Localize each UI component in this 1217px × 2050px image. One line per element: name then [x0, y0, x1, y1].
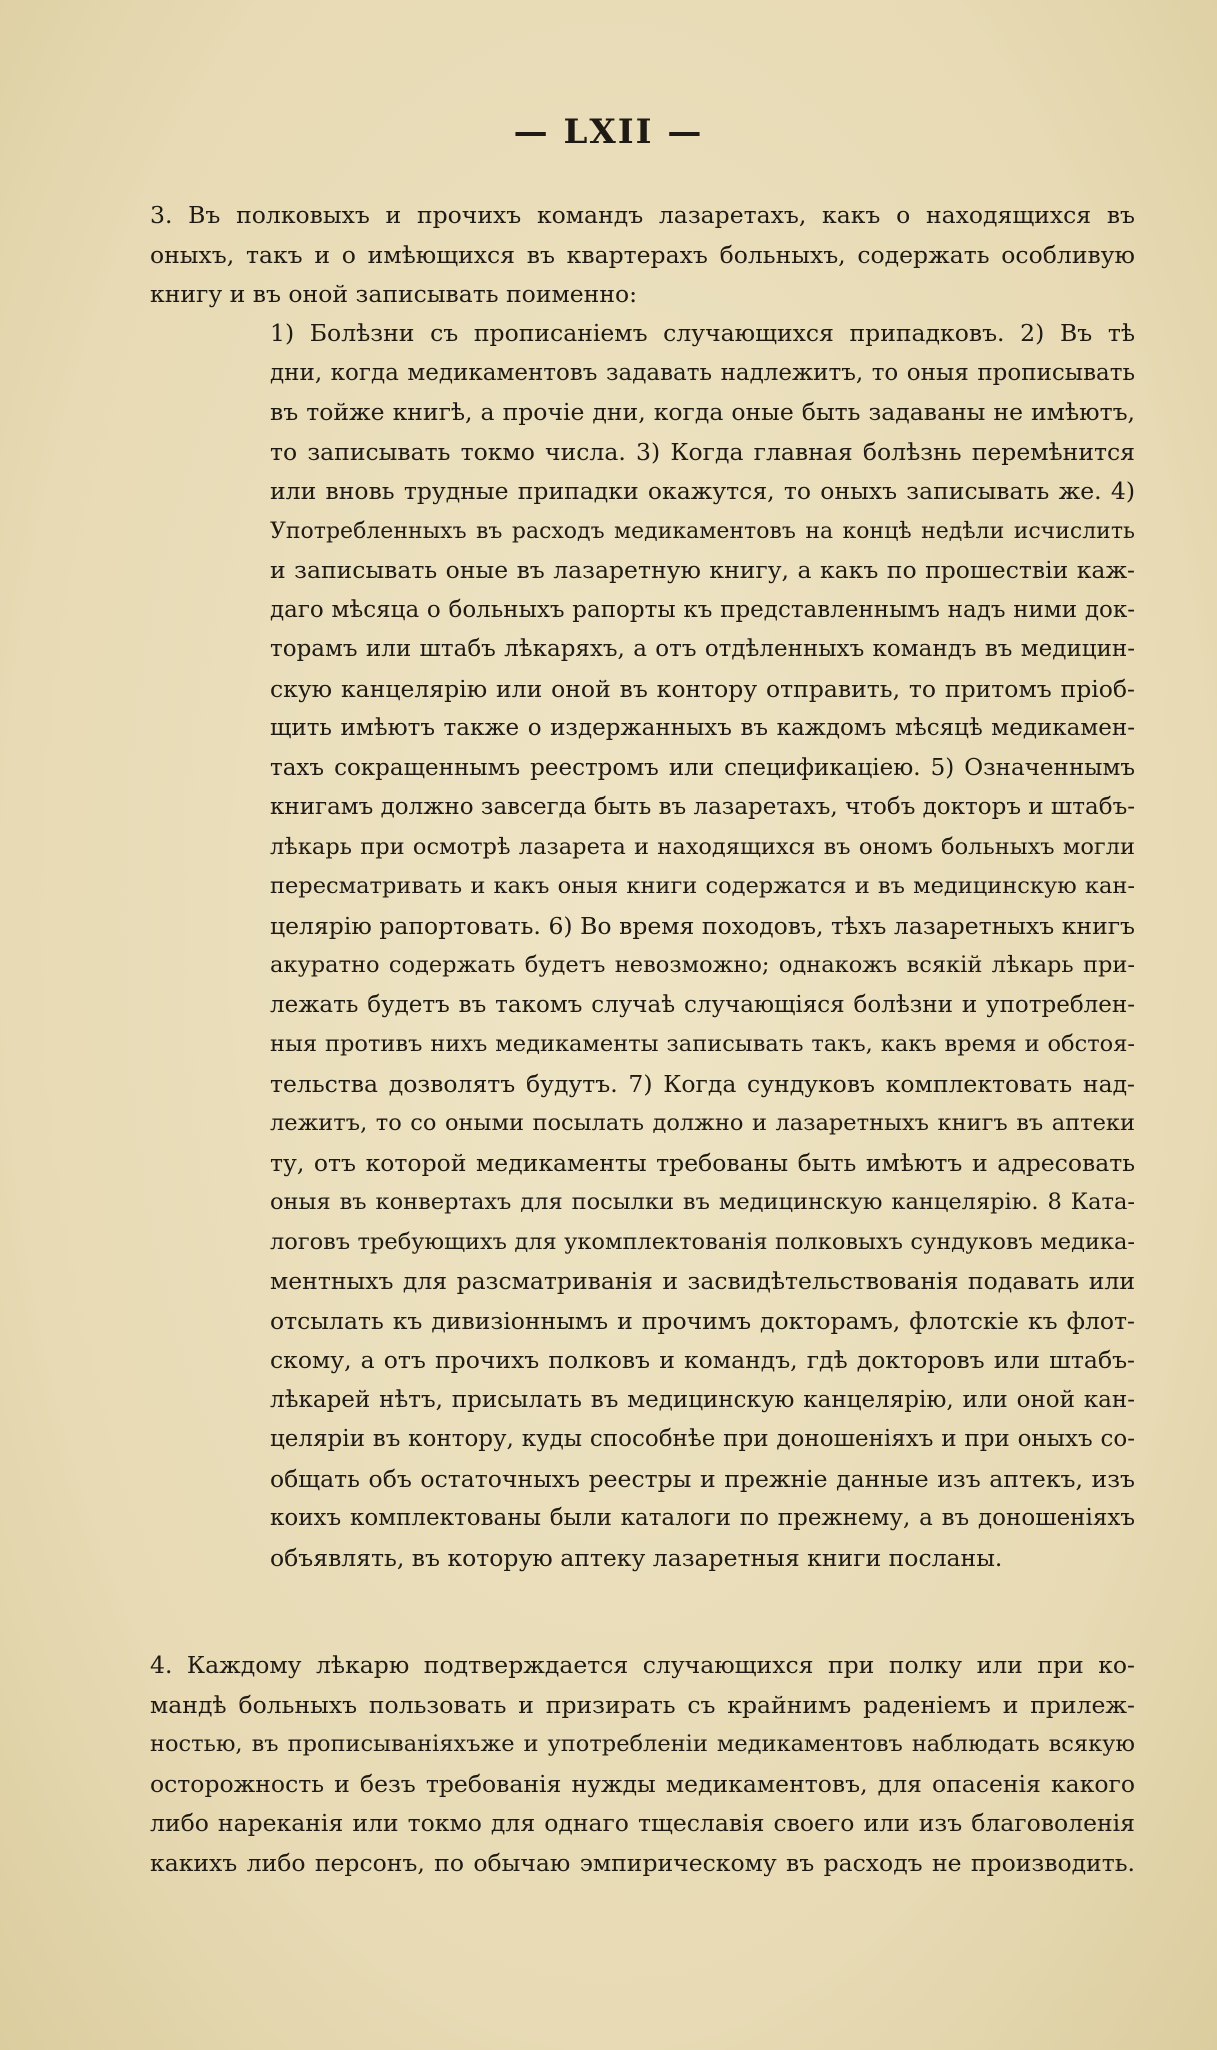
- text-line: оныя въ конвертахъ для посылки въ медицинскую канцелярію. 8 Ката-: [270, 1189, 1135, 1215]
- text-line: отсылать къ дивизіоннымъ и прочимъ докторамъ, флотскіе къ флот-: [270, 1306, 1135, 1335]
- text-line: книгамъ должно завсегда быть въ лазаретахъ, чтобъ докторъ и штабъ-: [270, 794, 1135, 820]
- text-line: лежитъ, то со оными посылать должно и лазаретныхъ книгъ въ аптеки: [270, 1110, 1135, 1136]
- text-line: логовъ требующихъ для укомплектованія полковыхъ сундуковъ медика-: [270, 1228, 1135, 1255]
- text-line: тельства дозволятъ будутъ. 7) Когда сундуковъ комплектовать над-: [270, 1069, 1135, 1098]
- text-line: даго мѣсяца о больныхъ рапорты къ представленнымъ надъ ними док-: [270, 596, 1135, 623]
- text-line: Употребленныхъ въ расходъ медикаментовъ на концѣ недѣли исчислить: [270, 518, 1135, 544]
- text-line: торамъ или штабъ лѣкаряхъ, а отъ отдѣленныхъ командъ въ медицин-: [270, 636, 1135, 662]
- text-line: общать объ остаточныхъ реестры и прежніе данные изъ аптекъ, изъ: [270, 1464, 1135, 1493]
- text-line: щить имѣютъ также о издержанныхъ въ каждомъ мѣсяцѣ медикамен-: [270, 715, 1135, 741]
- text-line: пересматривать и какъ оныя книги содержатся и въ медицинскую кан-: [270, 873, 1135, 899]
- text-line: ментныхъ для разсматриванія и засвидѣтельствованія подавать или: [270, 1267, 1135, 1295]
- text-line: 1) Болѣзни съ прописаніемъ случающихся припадковъ. 2) Въ тѣ: [270, 319, 1135, 347]
- text-line: ту, отъ которой медикаменты требованы быть имѣютъ и адресовать: [270, 1148, 1135, 1177]
- text-line: целяріи въ контору, куды способнѣе при доношеніяхъ и при оныхъ со-: [270, 1426, 1135, 1452]
- text-line: какихъ либо персонъ, по обычаю эмпирическому въ расходъ не производить.: [150, 1848, 1135, 1877]
- text-line: ностью, въ прописываніяхъже и употребленіи медикаментовъ наблюдать всякую: [150, 1731, 1135, 1757]
- text-line: 3. Въ полковыхъ и прочихъ командъ лазаретахъ, какъ о находящихся въ: [150, 201, 1135, 229]
- text-line: и записывать оные въ лазаретную книгу, а какъ по прошествіи каж-: [270, 556, 1135, 584]
- paragraph-4: [150, 1646, 1135, 1883]
- text-line: ныя противъ нихъ медикаменты записывать такъ, какъ время и обстоя-: [270, 1031, 1135, 1057]
- text-line: то записывать токмо числа. 3) Когда главная болѣзнь перемѣнится: [270, 437, 1135, 466]
- text-line: целярію рапортовать. 6) Во время походовъ, тѣхъ лазаретныхъ книгъ: [270, 911, 1135, 940]
- text-line: или вновь трудные припадки окажутся, то оныхъ записывать же. 4): [270, 477, 1135, 505]
- text-line: скому, а отъ прочихъ полковъ и командъ, гдѣ докторовъ или штабъ-: [270, 1346, 1135, 1374]
- paragraph-3: [150, 196, 1135, 315]
- text-line: дни, когда медикаментовъ задавать надлежитъ, то оныя прописывать: [270, 359, 1135, 386]
- text-line: 4. Каждому лѣкарю подтверждается случающихся при полку или при ко-: [150, 1651, 1135, 1679]
- text-line: скую канцелярію или оной въ контору отправить, то притомъ пріоб-: [270, 674, 1135, 703]
- text-line: тахъ сокращеннымъ реестромъ или спецификаціею. 5) Означеннымъ: [270, 754, 1135, 781]
- text-line: мандѣ больныхъ пользовать и призирать съ крайнимъ раденіемъ и прилеж-: [150, 1690, 1135, 1719]
- text-line: книгу и въ оной записывать поименно:: [150, 280, 638, 308]
- text-line: либо нареканія или токмо для однаго тщеславія своего или изъ благоволенія: [150, 1809, 1135, 1837]
- text-line: осторожность и безъ требованія нужды медикаментовъ, для опасенія какого: [150, 1769, 1135, 1798]
- text-line: коихъ комплектованы были каталоги по прежнему, а въ доношеніяхъ: [270, 1505, 1135, 1531]
- paragraph-3-subitems: [270, 314, 1135, 1578]
- text-line: оныхъ, такъ и о имѣющихся въ квартерахъ больныхъ, содержать особливую: [150, 240, 1135, 269]
- text-line: акуратно содержать будетъ невозможно; однакожъ всякій лѣкарь при-: [270, 952, 1135, 978]
- text-line: объявлять, въ которую аптеку лазаретныя книги посланы.: [270, 1543, 1003, 1572]
- page-number-header: — LXII —: [513, 112, 704, 152]
- text-line: лѣкарей нѣтъ, присылать въ медицинскую канцелярію, или оной кан-: [270, 1386, 1135, 1413]
- text-line: лежать будетъ въ такомъ случаѣ случающіяся болѣзни и употреблен-: [270, 991, 1135, 1018]
- text-line: лѣкарь при осмотрѣ лазарета и находящихся въ ономъ больныхъ могли: [270, 833, 1135, 860]
- text-line: въ тойже книгѣ, а прочіе дни, когда оные быть задаваны не имѣютъ,: [270, 398, 1135, 426]
